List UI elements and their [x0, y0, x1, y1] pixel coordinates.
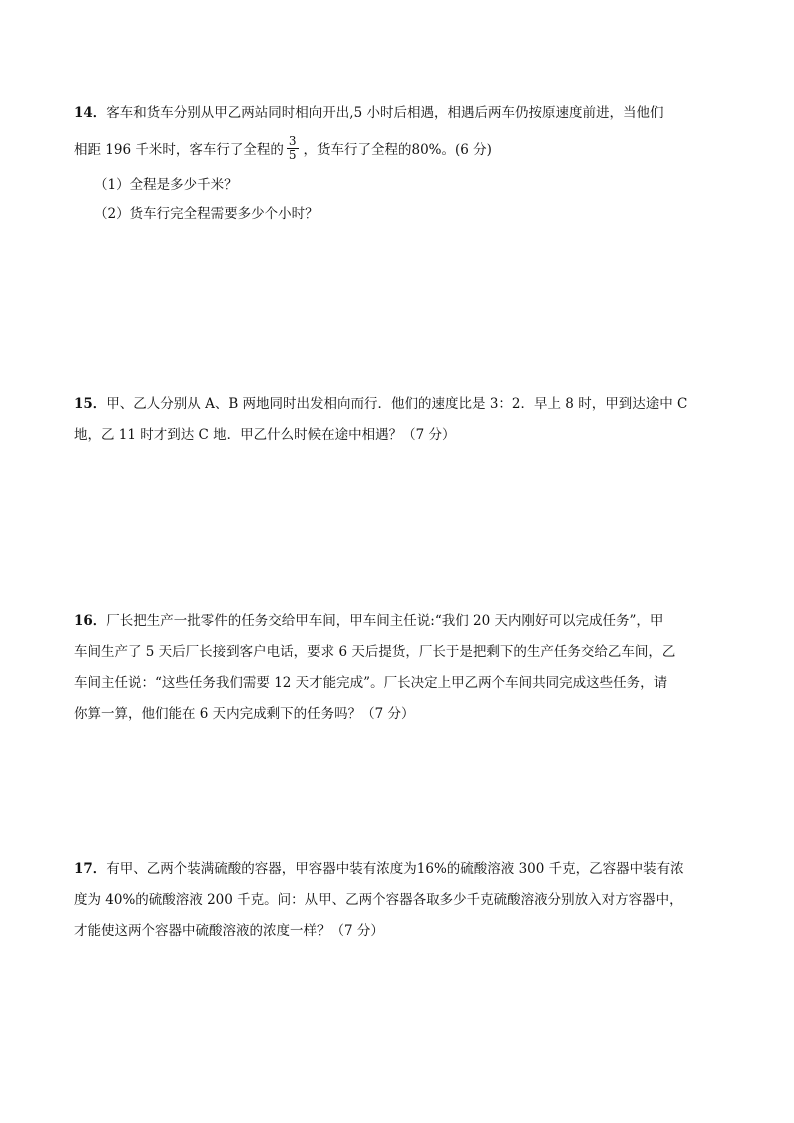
- problem-text: 相距 196 千米时，客车行了全程的: [74, 142, 284, 158]
- problem-text: 有甲、乙两个装满硫酸的容器，甲容器中装有浓度为16%的硫酸溶液 300 千克，乙容器中装有浓: [106, 861, 684, 877]
- problem-text: 地，乙 11 时才到达 C 地．甲乙什么时候在途中相遇？（7 分）: [74, 427, 456, 443]
- problem-number: 17．: [74, 861, 107, 877]
- problem-text: ，货车行了全程的80%。(6 分): [303, 142, 492, 158]
- fraction-numerator: 3: [288, 134, 297, 148]
- problem-17-line-3: [74, 922, 724, 940]
- problem-17-line-1: [74, 860, 724, 878]
- problem-16-line-3: [74, 674, 724, 692]
- problem-number: 14．: [74, 105, 107, 121]
- subquestion-text: （1）全程是多少千米？: [94, 177, 238, 193]
- problem-text: 客车和货车分别从甲乙两站同时相向开出,5 小时后相遇，相遇后两车仍按原速度前进，当他们: [106, 105, 664, 121]
- problem-text: 度为 40%的硫酸溶液 200 千克。问：从甲、乙两个容器各取多少千克硫酸溶液分别放入对方容器中，: [74, 892, 683, 908]
- subquestion-text: （2）货车行完全程需要多少个小时？: [94, 206, 319, 222]
- problem-15-line-2: [74, 426, 724, 444]
- problem-15: [74, 395, 724, 444]
- problem-text: 厂长把生产一批零件的任务交给甲车间，甲车间主任说:“我们 20 天内刚好可以完成任务”，甲: [106, 613, 664, 629]
- problem-number: 16．: [74, 613, 107, 629]
- problem-text: 才能使这两个容器中硫酸溶液的浓度一样？（7 分）: [74, 923, 384, 939]
- problem-15-line-1: [74, 395, 724, 413]
- problem-17: [74, 860, 724, 940]
- subquestion-1: [74, 176, 724, 194]
- problem-16: [74, 612, 724, 723]
- problem-16-line-4: [74, 705, 724, 723]
- subquestion-2: [74, 205, 724, 223]
- fraction: [287, 135, 299, 162]
- problem-16-line-2: [74, 643, 724, 661]
- problem-text: 甲、乙人分别从 A、B 两地同时出发相向而行．他们的速度比是 3：2．早上 8 时，甲到达途中 C: [106, 396, 688, 412]
- problem-17-line-2: [74, 891, 724, 909]
- fraction-denominator: 5: [288, 148, 297, 162]
- problem-14-line-2: [74, 134, 724, 164]
- problem-text: 车间生产了 5 天后厂长接到客户电话，要求 6 天后提货，厂长于是把剩下的生产任务交给乙车间，乙: [74, 644, 676, 660]
- problem-text: 车间主任说：“这些任务我们需要 12 天才能完成”。厂长决定上甲乙两个车间共同完成这些任务，请: [74, 675, 668, 691]
- problem-14-line-1: [74, 104, 724, 122]
- problem-14: [74, 104, 724, 223]
- problem-number: 15．: [74, 396, 107, 412]
- problem-16-line-1: [74, 612, 724, 630]
- problem-text: 你算一算，他们能在 6 天内完成剩下的任务吗？（7 分）: [74, 706, 415, 722]
